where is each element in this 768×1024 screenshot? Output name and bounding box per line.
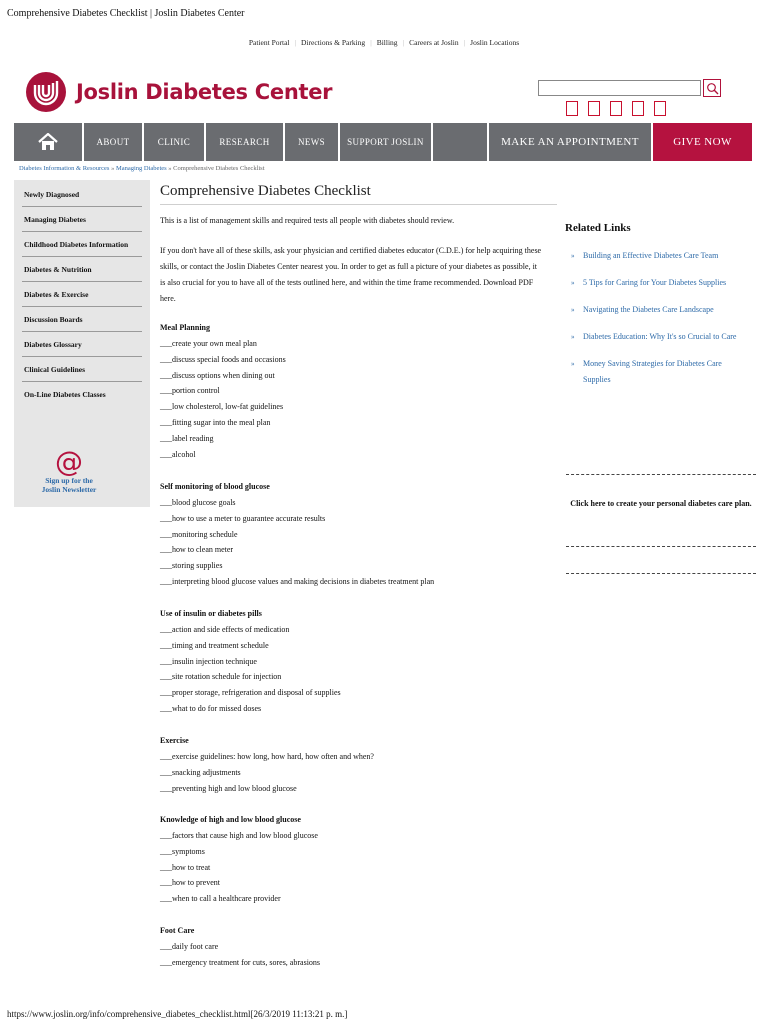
site-logo[interactable] <box>25 71 332 113</box>
section-heading: Knowledge of high and low blood glucose <box>160 815 301 824</box>
checklist-item: ___factors that cause high and low blood glucose <box>160 831 318 840</box>
print-header: Comprehensive Diabetes Checklist | Joslin Diabetes Center <box>7 8 245 19</box>
checklist-item: ___discuss options when dining out <box>160 370 275 380</box>
nav-research[interactable]: RESEARCH <box>206 123 285 161</box>
bullet-icon: » <box>571 306 575 314</box>
util-link-locations[interactable]: Joslin Locations <box>470 38 520 47</box>
social-icon-1[interactable] <box>566 101 578 116</box>
section-high-low-glucose <box>160 812 318 907</box>
sidebar-item-newly-diagnosed[interactable]: Newly Diagnosed <box>22 182 142 207</box>
at-icon: @ <box>55 445 83 478</box>
checklist-item: ___fitting sugar into the meal plan <box>160 417 271 427</box>
checklist-item: ___proper storage, refrigeration and disposal of supplies <box>160 688 341 698</box>
search-button[interactable] <box>703 79 721 97</box>
page-title: Comprehensive Diabetes Checklist <box>160 183 557 205</box>
util-link-directions[interactable]: Directions & Parking <box>301 38 366 47</box>
social-icon-2[interactable] <box>588 101 600 116</box>
checklist-item: ___alcohol <box>160 449 196 459</box>
section-self-monitoring <box>160 479 434 590</box>
section-heading: Use of insulin or diabetes pills <box>160 609 262 618</box>
utility-nav: Patient Portal | Directions & Parking | Billing | Careers at Joslin | Joslin Locations <box>0 38 768 47</box>
social-links <box>566 101 666 116</box>
sidebar-item-childhood[interactable]: Childhood Diabetes Information <box>22 232 142 257</box>
checklist-item: ___snacking adjustments <box>160 767 241 777</box>
intro-paragraph: If you don't have all of these skills, ask your physician and certified diabetes educator (C.D.E.) for help acquiring these skills, or contact the Joslin Diabetes Center nearest you. In order to get as full a picture of your diabetes as possible, it is also crucial for you to have all of the tests outlined here, and within the time frame recommended. Download PDF here. <box>160 246 542 303</box>
sidebar-item-exercise[interactable]: Diabetes & Exercise <box>22 282 142 307</box>
checklist-item: ___insulin injection technique <box>160 656 257 666</box>
util-link-patient-portal[interactable]: Patient Portal <box>248 38 290 47</box>
main-nav <box>14 123 752 161</box>
search-icon <box>706 82 719 95</box>
checklist-item: ___create your own meal plan <box>160 339 257 348</box>
sidebar-item-nutrition[interactable]: Diabetes & Nutrition <box>22 257 142 282</box>
checklist-item: ___how to prevent <box>160 878 220 888</box>
nav-blank <box>433 123 489 161</box>
checklist-item: ___low cholesterol, low-fat guidelines <box>160 402 284 412</box>
sidebar-item-online-classes[interactable]: On-Line Diabetes Classes <box>24 390 106 399</box>
breadcrumb: Diabetes Information & Resources » Managing Diabetes » Comprehensive Diabetes Checklist <box>19 165 265 172</box>
checklist-item: ___what to do for missed doses <box>160 703 262 713</box>
checklist-item: ___action and side effects of medication <box>160 625 290 634</box>
social-icon-3[interactable] <box>610 101 622 116</box>
logo-text: Joslin Diabetes Center <box>76 80 333 104</box>
checklist-item: ___label reading <box>160 433 214 443</box>
checklist-item: ___symptoms <box>160 846 205 856</box>
newsletter-line-1: Sign up for the <box>45 476 93 485</box>
breadcrumb-link-managing[interactable]: Managing Diabetes <box>115 165 167 172</box>
related-link[interactable]: » Diabetes Education: Why It's so Crucial to Care <box>565 329 740 345</box>
checklist-item: ___site rotation schedule for injection <box>160 672 282 682</box>
bullet-icon: » <box>571 333 575 341</box>
nav-news[interactable]: NEWS <box>285 123 340 161</box>
nav-clinic[interactable]: CLINIC <box>144 123 206 161</box>
care-plan-link[interactable]: Click here to create your personal diabetes care plan. <box>570 499 752 508</box>
bullet-icon: » <box>571 360 575 368</box>
checklist-item: ___how to treat <box>160 862 211 872</box>
checklist-item: ___monitoring schedule <box>160 529 238 539</box>
newsletter-line-2: Joslin Newsletter <box>41 485 97 494</box>
related-link[interactable]: » Navigating the Diabetes Care Landscape <box>565 302 740 318</box>
intro-text: This is a list of management skills and required tests all people with diabetes should review. <box>160 216 455 225</box>
divider <box>566 573 756 574</box>
checklist-item: ___how to use a meter to guarantee accurate results <box>160 513 326 523</box>
print-footer-url: https://www.joslin.org/info/comprehensive_diabetes_checklist.html[26/3/2019 11:13:21 p. m.] <box>7 1009 348 1019</box>
search-input[interactable] <box>538 80 701 96</box>
main-content <box>160 183 557 967</box>
checklist-item: ___exercise guidelines: how long, how hard, how often and when? <box>160 752 374 761</box>
checklist-item: ___blood glucose goals <box>160 498 236 507</box>
breadcrumb-link-resources[interactable]: Diabetes Information & Resources <box>19 165 110 172</box>
make-appointment-button[interactable]: MAKE AN APPOINTMENT <box>489 123 653 161</box>
related-link[interactable]: » 5 Tips for Caring for Your Diabetes Supplies <box>565 275 740 291</box>
util-link-billing[interactable]: Billing <box>376 38 398 47</box>
bullet-icon: » <box>571 252 575 260</box>
checklist-item: ___interpreting blood glucose values and making decisions in diabetes treatment plan <box>160 576 435 586</box>
joslin-logo-icon <box>25 71 67 113</box>
divider <box>566 474 756 475</box>
checklist-item: ___when to call a healthcare provider <box>160 894 281 904</box>
checklist-item: ___portion control <box>160 386 220 396</box>
related-link[interactable]: » Money Saving Strategies for Diabetes Care Supplies <box>565 356 740 388</box>
sidebar-item-discussion[interactable]: Discussion Boards <box>22 307 142 332</box>
checklist-item: ___storing supplies <box>160 561 223 571</box>
related-links-title: Related Links <box>565 222 631 234</box>
related-links-panel <box>565 222 755 399</box>
breadcrumb-current: Comprehensive Diabetes Checklist <box>173 165 265 172</box>
checklist-item: ___emergency treatment for cuts, sores, abrasions <box>160 957 321 967</box>
social-icon-5[interactable] <box>654 101 666 116</box>
util-link-careers[interactable]: Careers at Joslin <box>409 38 459 47</box>
nav-home[interactable] <box>14 123 84 161</box>
sidebar-item-guidelines[interactable]: Clinical Guidelines <box>22 357 142 382</box>
section-insulin <box>160 606 341 717</box>
checklist-item: ___daily foot care <box>160 942 219 951</box>
section-foot-care <box>160 923 320 971</box>
social-icon-4[interactable] <box>632 101 644 116</box>
checklist-item: ___how to clean meter <box>160 545 234 555</box>
newsletter-signup[interactable] <box>14 445 124 494</box>
related-link[interactable]: » Building an Effective Diabetes Care Team <box>565 248 740 264</box>
section-exercise <box>160 733 374 796</box>
divider <box>566 546 756 547</box>
section-heading: Foot Care <box>160 926 195 935</box>
section-meal-planning <box>160 320 286 462</box>
home-icon <box>37 133 59 151</box>
checklist-item: ___preventing high and low blood glucose <box>160 783 297 793</box>
checklist-item: ___timing and treatment schedule <box>160 640 269 650</box>
checklist-item: ___discuss special foods and occasions <box>160 354 286 364</box>
nav-about[interactable]: ABOUT <box>84 123 144 161</box>
section-heading: Exercise <box>160 736 189 745</box>
section-heading: Meal Planning <box>160 323 211 332</box>
give-now-button[interactable]: GIVE NOW <box>653 123 752 161</box>
sidebar-item-managing-diabetes[interactable]: Managing Diabetes <box>22 207 142 232</box>
section-heading: Self monitoring of blood glucose <box>160 482 270 491</box>
bullet-icon: » <box>571 279 575 287</box>
nav-support-joslin[interactable]: SUPPORT JOSLIN <box>340 123 433 161</box>
sidebar-item-glossary[interactable]: Diabetes Glossary <box>22 332 142 357</box>
